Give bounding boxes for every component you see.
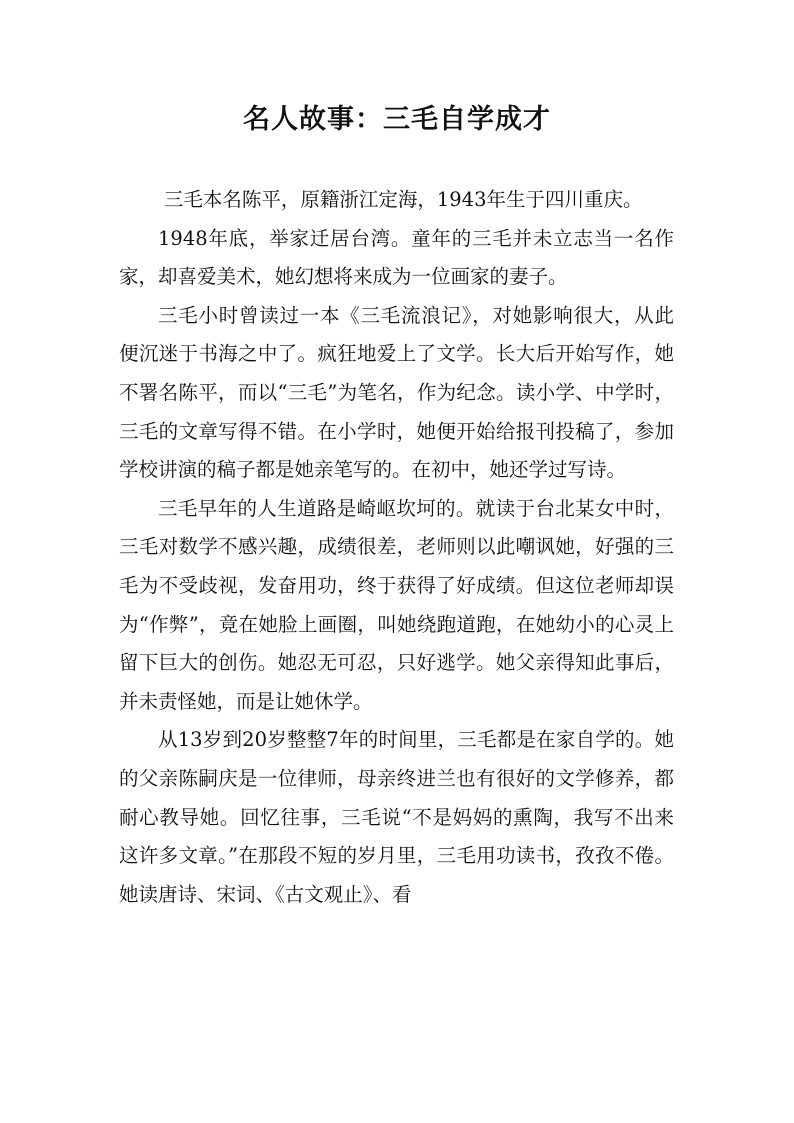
paragraph: 三毛小时曾读过一本《三毛流浪记》，对她影响很大，从此便沉迷于书海之中了。疯狂地爱上了文学。长大后开始写作，她不署名陈平，而以“三毛”为笔名，作为纪念。读小学、中学时，三毛的文章写得不错。在小学时，她便开始给报刊投稿了，参加学校讲演的稿子都是她亲笔写的。在初中，她还学过写诗。	[119, 303, 674, 482]
paragraph: 从13岁到20岁整整7年的时间里，三毛都是在家自学的。她的父亲陈嗣庆是一位律师，母亲终进兰也有很好的文学修养，都耐心教导她。回忆往事，三毛说“不是妈妈的熏陶，我写不出来这许多文章。”在那段不短的岁月里，三毛用功读书，孜孜不倦。她读唐诗、宋词、《古文观止》、看	[119, 728, 674, 906]
paragraph: 1948年底，举家迁居台湾。童年的三毛并未立志当一名作家，却喜爱美术，她幻想将来成为一位画家的妻子。	[119, 226, 674, 289]
paragraph: 三毛本名陈平，原籍浙江定海，1943年生于四川重庆。	[163, 188, 643, 211]
page-title: 名人故事：三毛自学成才	[243, 104, 551, 135]
article-body	[119, 181, 674, 914]
paragraph: 三毛早年的人生道路是崎岖坎坷的。就读于台北某女中时，三毛对数学不感兴趣，成绩很差，老师则以此嘲讽她，好强的三毛为不受歧视，发奋用功，终于获得了好成绩。但这位老师却误为“作弊”，竟在她脸上画圈，叫她绕跑道跑，在她幼小的心灵上留下巨大的创伤。她忍无可忍，只好逃学。她父亲得知此事后，并未责怪她，而是让她休学。	[119, 496, 674, 713]
